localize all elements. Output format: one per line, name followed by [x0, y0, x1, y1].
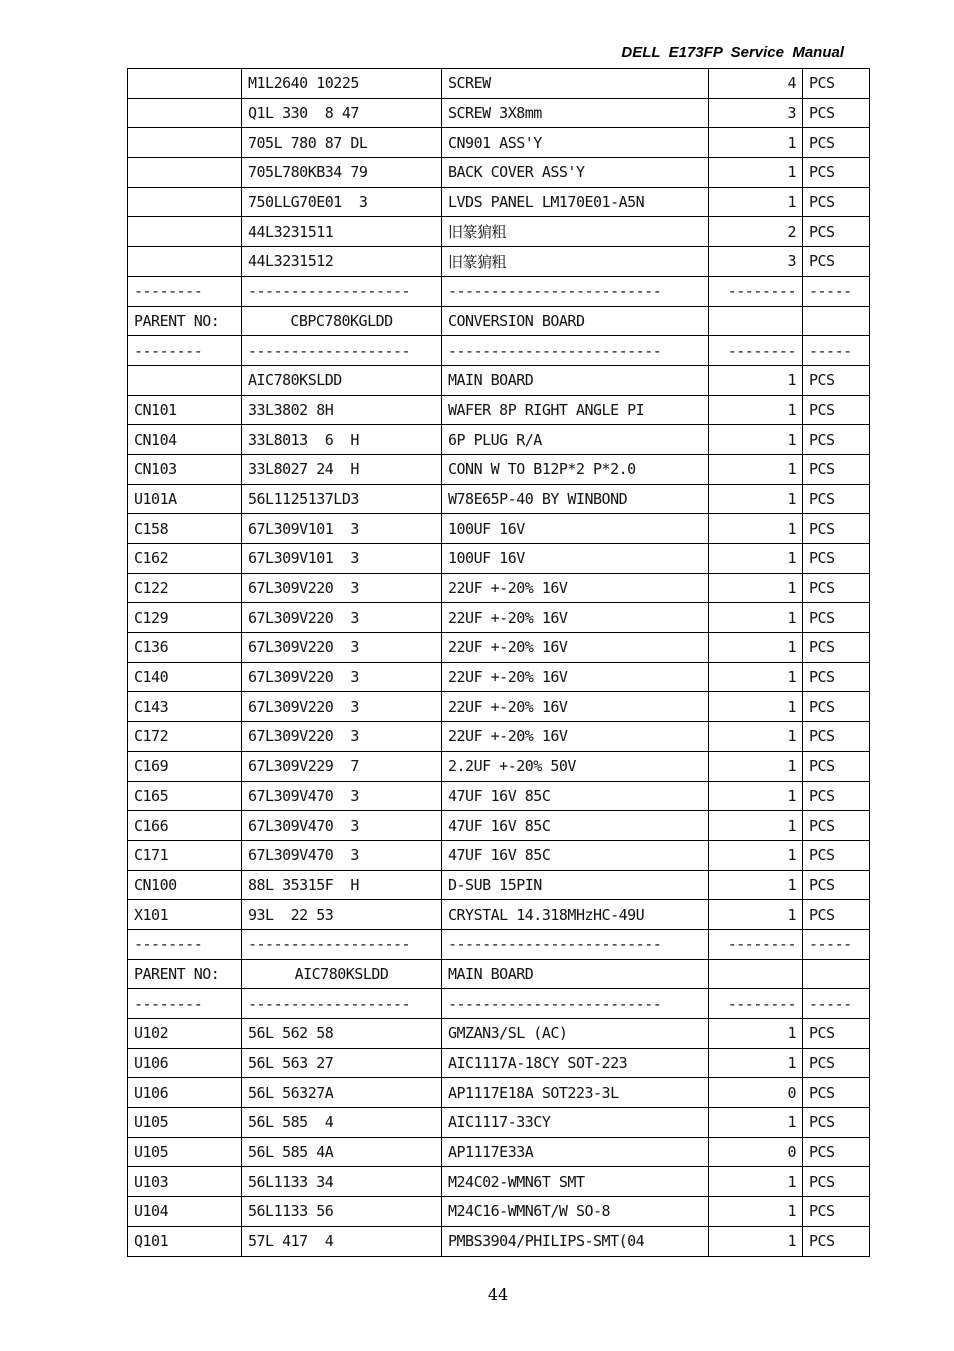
quantity-cell: 0 — [709, 1137, 803, 1167]
table-row — [128, 1197, 870, 1227]
quantity-cell — [709, 306, 803, 336]
unit-cell: PCS — [803, 603, 870, 633]
table-row — [128, 336, 870, 366]
description-cell: M24C16-WMN6T/W SO-8 — [442, 1197, 709, 1227]
description-cell: AIC1117-33CY — [442, 1108, 709, 1138]
ref-cell — [128, 187, 242, 217]
description-cell: AIC1117A-18CY SOT-223 — [442, 1048, 709, 1078]
ref-cell — [128, 247, 242, 277]
description-cell: M24C02-WMN6T SMT — [442, 1167, 709, 1197]
parts-list-table — [127, 68, 870, 1257]
description-cell: AP1117E33A — [442, 1137, 709, 1167]
manual-header-title: DELL E173FP Service Manual — [621, 44, 844, 61]
ref-cell: U101A — [128, 484, 242, 514]
unit-cell: PCS — [803, 811, 870, 841]
ref-cell — [128, 158, 242, 188]
part-number-cell: 44L3231512 — [242, 247, 442, 277]
part-number-cell: 56L 563 27 — [242, 1048, 442, 1078]
part-number-cell: 67L309V220 3 — [242, 603, 442, 633]
description-cell: GMZAN3/SL (AC) — [442, 1019, 709, 1049]
unit-cell: PCS — [803, 544, 870, 574]
unit-cell: PCS — [803, 722, 870, 752]
description-cell: 22UF +-20% 16V — [442, 722, 709, 752]
ref-cell: U102 — [128, 1019, 242, 1049]
description-cell: 2.2UF +-20% 50V — [442, 751, 709, 781]
table-row — [128, 454, 870, 484]
table-row — [128, 603, 870, 633]
table-row — [128, 217, 870, 247]
table-row — [128, 128, 870, 158]
quantity-cell: 1 — [709, 573, 803, 603]
part-number-cell: 56L1133 34 — [242, 1167, 442, 1197]
unit-cell: PCS — [803, 1197, 870, 1227]
table-row — [128, 781, 870, 811]
part-number-cell: 67L309V220 3 — [242, 662, 442, 692]
part-number-cell: CBPC780KGLDD — [242, 306, 442, 336]
description-cell: CN901 ASS'Y — [442, 128, 709, 158]
part-number-cell: 67L309V470 3 — [242, 840, 442, 870]
description-cell: BACK COVER ASS'Y — [442, 158, 709, 188]
quantity-cell: 3 — [709, 98, 803, 128]
table-row — [128, 870, 870, 900]
part-number-cell: 93L 22 53 — [242, 900, 442, 930]
part-number-cell: AIC780KSLDD — [242, 365, 442, 395]
ref-cell: U104 — [128, 1197, 242, 1227]
quantity-cell: 1 — [709, 454, 803, 484]
part-number-cell: 57L 417 4 — [242, 1226, 442, 1256]
ref-cell — [128, 217, 242, 247]
part-number-cell: M1L2640 10225 — [242, 69, 442, 99]
part-number-cell: ------------------- — [242, 929, 442, 959]
unit-cell: PCS — [803, 454, 870, 484]
description-cell: W78E65P-40 BY WINBOND — [442, 484, 709, 514]
ref-cell — [128, 98, 242, 128]
part-number-cell: 67L309V220 3 — [242, 692, 442, 722]
unit-cell: ----- — [803, 989, 870, 1019]
ref-cell: U105 — [128, 1137, 242, 1167]
ref-cell: C136 — [128, 633, 242, 663]
description-cell: CONN W TO B12P*2 P*2.0 — [442, 454, 709, 484]
part-number-cell: 56L1125137LD3 — [242, 484, 442, 514]
description-cell: SCREW — [442, 69, 709, 99]
table-row — [128, 187, 870, 217]
quantity-cell: 1 — [709, 1197, 803, 1227]
description-cell: ------------------------- — [442, 929, 709, 959]
description-cell: 22UF +-20% 16V — [442, 603, 709, 633]
unit-cell: PCS — [803, 187, 870, 217]
unit-cell: PCS — [803, 395, 870, 425]
description-cell: AP1117E18A SOT223-3L — [442, 1078, 709, 1108]
table-row — [128, 514, 870, 544]
quantity-cell: 1 — [709, 395, 803, 425]
unit-cell: PCS — [803, 158, 870, 188]
table-row — [128, 840, 870, 870]
quantity-cell: 1 — [709, 484, 803, 514]
unit-cell: PCS — [803, 1167, 870, 1197]
unit-cell: ----- — [803, 336, 870, 366]
table-row — [128, 1226, 870, 1256]
part-number-cell: 33L8013 6 H — [242, 425, 442, 455]
quantity-cell: 1 — [709, 662, 803, 692]
part-number-cell: 56L 56327A — [242, 1078, 442, 1108]
description-cell: 47UF 16V 85C — [442, 840, 709, 870]
description-cell: LVDS PANEL LM170E01-A5N — [442, 187, 709, 217]
description-cell: D-SUB 15PIN — [442, 870, 709, 900]
quantity-cell: 1 — [709, 187, 803, 217]
ref-cell: PARENT NO: — [128, 959, 242, 989]
quantity-cell: 1 — [709, 514, 803, 544]
ref-cell: U105 — [128, 1108, 242, 1138]
ref-cell: C172 — [128, 722, 242, 752]
unit-cell: PCS — [803, 692, 870, 722]
table-row — [128, 1019, 870, 1049]
description-cell: WAFER 8P RIGHT ANGLE PI — [442, 395, 709, 425]
unit-cell: PCS — [803, 1226, 870, 1256]
ref-cell: Q101 — [128, 1226, 242, 1256]
unit-cell: PCS — [803, 1048, 870, 1078]
table-row — [128, 158, 870, 188]
description-cell: ------------------------- — [442, 336, 709, 366]
unit-cell: PCS — [803, 69, 870, 99]
quantity-cell: 1 — [709, 1226, 803, 1256]
table-row — [128, 692, 870, 722]
part-number-cell: 56L 585 4 — [242, 1108, 442, 1138]
part-number-cell: 750LLG70E01 3 — [242, 187, 442, 217]
description-cell: CONVERSION BOARD — [442, 306, 709, 336]
table-row — [128, 573, 870, 603]
unit-cell: ----- — [803, 276, 870, 306]
description-cell: 47UF 16V 85C — [442, 781, 709, 811]
unit-cell: PCS — [803, 870, 870, 900]
part-number-cell: 705L 780 87 DL — [242, 128, 442, 158]
description-cell: PMBS3904/PHILIPS-SMT(04 — [442, 1226, 709, 1256]
part-number-cell: 67L309V101 3 — [242, 514, 442, 544]
description-cell: ------------------------- — [442, 989, 709, 1019]
ref-cell: C166 — [128, 811, 242, 841]
ref-cell: CN100 — [128, 870, 242, 900]
ref-cell: X101 — [128, 900, 242, 930]
ref-cell: U106 — [128, 1078, 242, 1108]
quantity-cell: 1 — [709, 840, 803, 870]
quantity-cell: 1 — [709, 781, 803, 811]
ref-cell: U106 — [128, 1048, 242, 1078]
quantity-cell: 1 — [709, 811, 803, 841]
quantity-cell: 1 — [709, 158, 803, 188]
quantity-cell: -------- — [709, 336, 803, 366]
description-cell: 22UF +-20% 16V — [442, 662, 709, 692]
ref-cell: U103 — [128, 1167, 242, 1197]
part-number-cell: Q1L 330 8 47 — [242, 98, 442, 128]
ref-cell: C140 — [128, 662, 242, 692]
quantity-cell: 1 — [709, 1048, 803, 1078]
ref-cell: C158 — [128, 514, 242, 544]
part-number-cell: 33L8027 24 H — [242, 454, 442, 484]
description-cell: 22UF +-20% 16V — [442, 633, 709, 663]
unit-cell: PCS — [803, 751, 870, 781]
unit-cell: PCS — [803, 98, 870, 128]
unit-cell — [803, 306, 870, 336]
ref-cell: -------- — [128, 989, 242, 1019]
ref-cell: -------- — [128, 276, 242, 306]
ref-cell: C122 — [128, 573, 242, 603]
part-number-cell: AIC780KSLDD — [242, 959, 442, 989]
part-number-cell: 67L309V101 3 — [242, 544, 442, 574]
ref-cell: PARENT NO: — [128, 306, 242, 336]
description-cell: 旧篆猏粗 — [442, 247, 709, 277]
quantity-cell: -------- — [709, 276, 803, 306]
table-row — [128, 900, 870, 930]
quantity-cell: 1 — [709, 751, 803, 781]
ref-cell: C143 — [128, 692, 242, 722]
ref-cell: CN104 — [128, 425, 242, 455]
quantity-cell: 1 — [709, 603, 803, 633]
description-cell: 100UF 16V — [442, 514, 709, 544]
quantity-cell: 1 — [709, 425, 803, 455]
unit-cell: PCS — [803, 514, 870, 544]
table-row — [128, 959, 870, 989]
part-number-cell: 67L309V470 3 — [242, 781, 442, 811]
quantity-cell — [709, 959, 803, 989]
ref-cell: C162 — [128, 544, 242, 574]
description-cell: 47UF 16V 85C — [442, 811, 709, 841]
part-number-cell: 67L309V220 3 — [242, 722, 442, 752]
quantity-cell: 1 — [709, 692, 803, 722]
part-number-cell: 705L780KB34 79 — [242, 158, 442, 188]
table-row — [128, 1078, 870, 1108]
ref-cell: CN103 — [128, 454, 242, 484]
part-number-cell: ------------------- — [242, 989, 442, 1019]
table-row — [128, 1048, 870, 1078]
table-row — [128, 1108, 870, 1138]
ref-cell: C165 — [128, 781, 242, 811]
unit-cell: PCS — [803, 662, 870, 692]
ref-cell: CN101 — [128, 395, 242, 425]
quantity-cell: 1 — [709, 633, 803, 663]
quantity-cell: 1 — [709, 128, 803, 158]
parts-list-body — [128, 69, 870, 1257]
description-cell: CRYSTAL 14.318MHzHC-49U — [442, 900, 709, 930]
table-row — [128, 1137, 870, 1167]
table-row — [128, 306, 870, 336]
table-row — [128, 544, 870, 574]
table-row — [128, 276, 870, 306]
quantity-cell: -------- — [709, 929, 803, 959]
unit-cell — [803, 959, 870, 989]
quantity-cell: 1 — [709, 1019, 803, 1049]
table-row — [128, 247, 870, 277]
part-number-cell: 67L309V229 7 — [242, 751, 442, 781]
part-number-cell: 56L 562 58 — [242, 1019, 442, 1049]
unit-cell: PCS — [803, 1108, 870, 1138]
table-row — [128, 1167, 870, 1197]
part-number-cell: 44L3231511 — [242, 217, 442, 247]
part-number-cell: 67L309V220 3 — [242, 573, 442, 603]
part-number-cell: 33L3802 8H — [242, 395, 442, 425]
unit-cell: PCS — [803, 247, 870, 277]
description-cell: 22UF +-20% 16V — [442, 692, 709, 722]
part-number-cell: 56L 585 4A — [242, 1137, 442, 1167]
table-row — [128, 662, 870, 692]
unit-cell: PCS — [803, 217, 870, 247]
ref-cell — [128, 128, 242, 158]
quantity-cell: 1 — [709, 544, 803, 574]
quantity-cell: 4 — [709, 69, 803, 99]
quantity-cell: 1 — [709, 870, 803, 900]
quantity-cell: -------- — [709, 989, 803, 1019]
part-number-cell: 67L309V220 3 — [242, 633, 442, 663]
quantity-cell: 1 — [709, 1167, 803, 1197]
table-row — [128, 395, 870, 425]
unit-cell: PCS — [803, 1078, 870, 1108]
table-row — [128, 98, 870, 128]
table-row — [128, 484, 870, 514]
quantity-cell: 0 — [709, 1078, 803, 1108]
description-cell: SCREW 3X8mm — [442, 98, 709, 128]
description-cell: MAIN BOARD — [442, 959, 709, 989]
unit-cell: ----- — [803, 929, 870, 959]
table-row — [128, 425, 870, 455]
table-row — [128, 751, 870, 781]
unit-cell: PCS — [803, 425, 870, 455]
table-row — [128, 811, 870, 841]
ref-cell — [128, 69, 242, 99]
description-cell: 100UF 16V — [442, 544, 709, 574]
description-cell: ------------------------- — [442, 276, 709, 306]
description-cell: MAIN BOARD — [442, 365, 709, 395]
unit-cell: PCS — [803, 1137, 870, 1167]
quantity-cell: 3 — [709, 247, 803, 277]
part-number-cell: ------------------- — [242, 336, 442, 366]
table-row — [128, 69, 870, 99]
quantity-cell: 1 — [709, 900, 803, 930]
unit-cell: PCS — [803, 840, 870, 870]
unit-cell: PCS — [803, 900, 870, 930]
quantity-cell: 1 — [709, 1108, 803, 1138]
unit-cell: PCS — [803, 573, 870, 603]
page-number: 44 — [487, 1285, 509, 1304]
ref-cell: -------- — [128, 336, 242, 366]
part-number-cell: 67L309V470 3 — [242, 811, 442, 841]
description-cell: 旧篆猏粗 — [442, 217, 709, 247]
ref-cell: -------- — [128, 929, 242, 959]
ref-cell: C169 — [128, 751, 242, 781]
unit-cell: PCS — [803, 128, 870, 158]
description-cell: 6P PLUG R/A — [442, 425, 709, 455]
table-row — [128, 989, 870, 1019]
ref-cell — [128, 365, 242, 395]
table-row — [128, 929, 870, 959]
unit-cell: PCS — [803, 484, 870, 514]
description-cell: 22UF +-20% 16V — [442, 573, 709, 603]
quantity-cell: 1 — [709, 365, 803, 395]
unit-cell: PCS — [803, 365, 870, 395]
part-number-cell: ------------------- — [242, 276, 442, 306]
unit-cell: PCS — [803, 1019, 870, 1049]
part-number-cell: 56L1133 56 — [242, 1197, 442, 1227]
table-row — [128, 365, 870, 395]
ref-cell: C129 — [128, 603, 242, 633]
quantity-cell: 2 — [709, 217, 803, 247]
table-row — [128, 722, 870, 752]
table-row — [128, 633, 870, 663]
part-number-cell: 88L 35315F H — [242, 870, 442, 900]
unit-cell: PCS — [803, 633, 870, 663]
quantity-cell: 1 — [709, 722, 803, 752]
unit-cell: PCS — [803, 781, 870, 811]
ref-cell: C171 — [128, 840, 242, 870]
